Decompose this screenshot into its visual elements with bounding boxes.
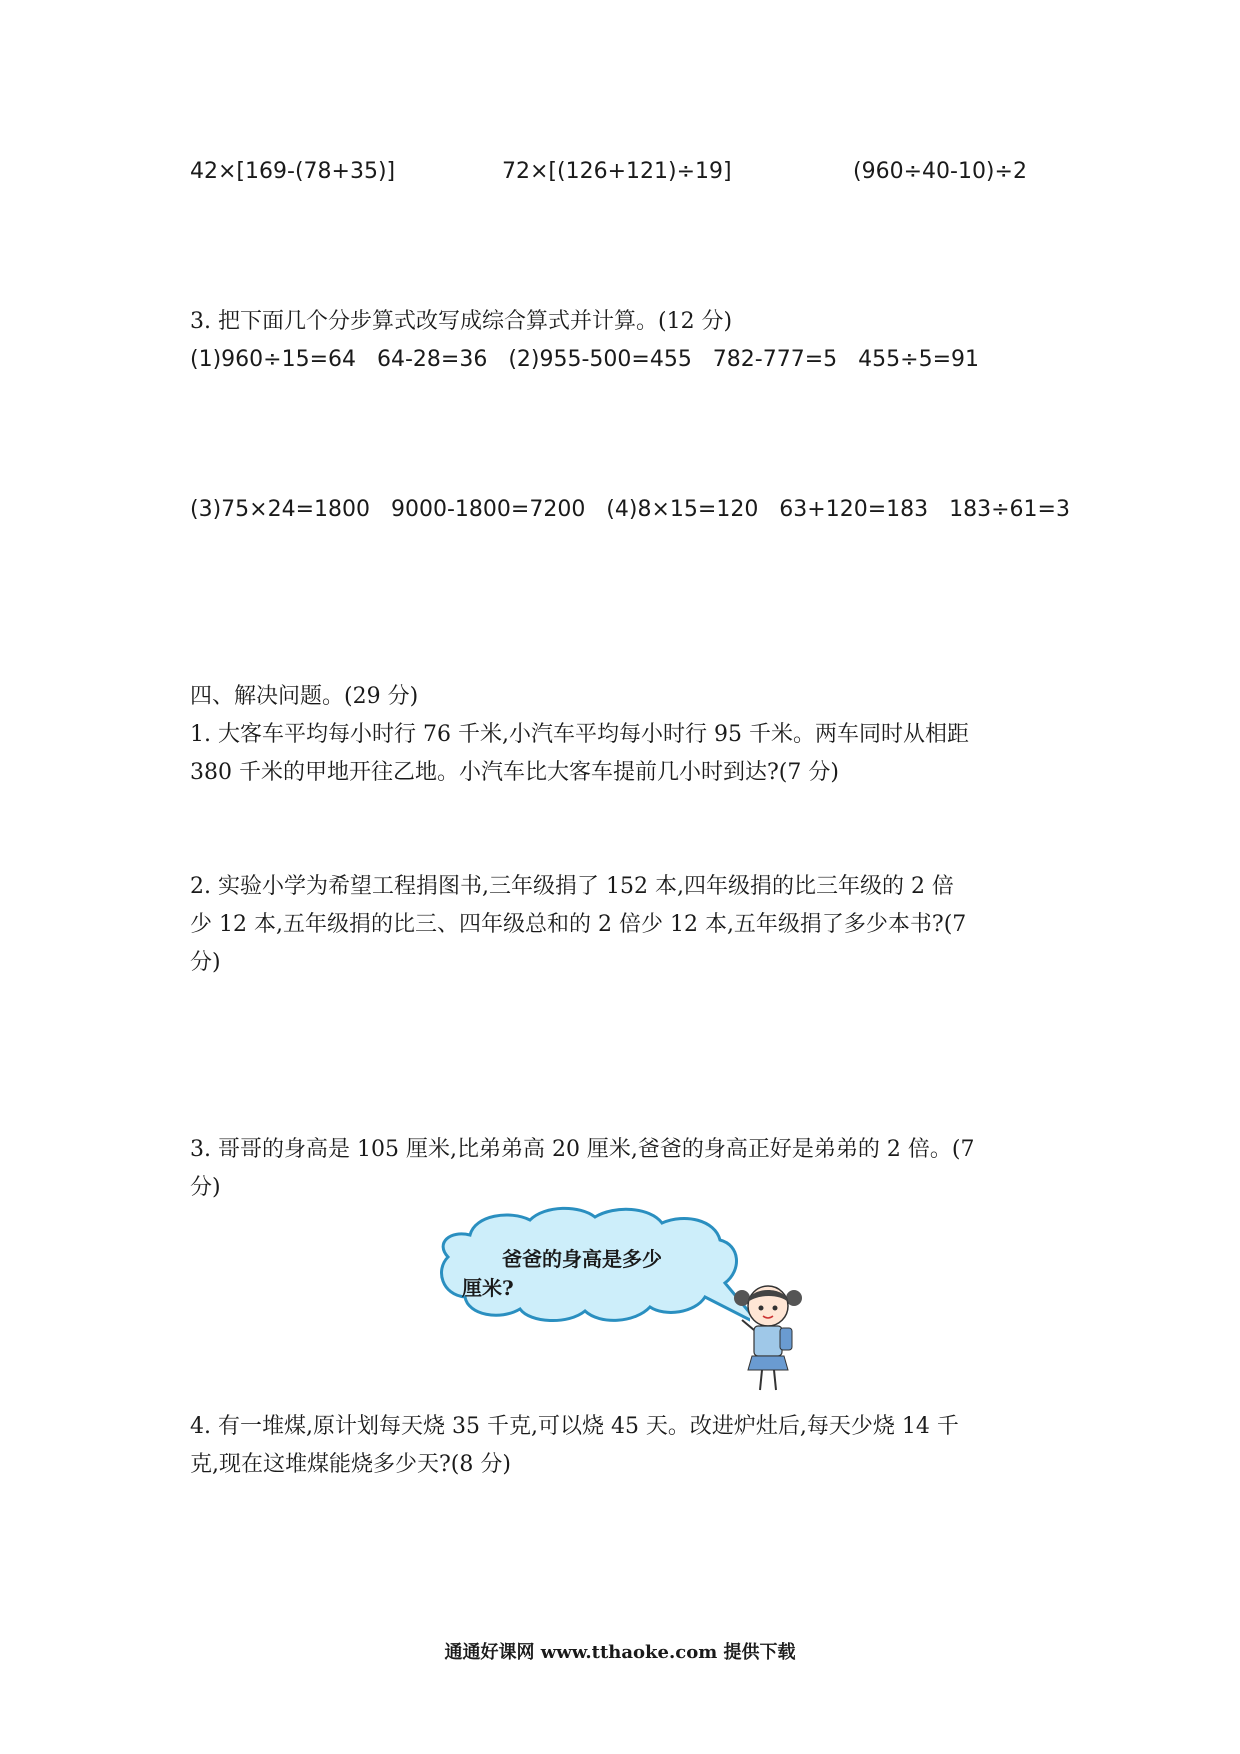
girl-illustration xyxy=(728,1278,808,1398)
expression-3: (960÷40-10)÷2 xyxy=(853,159,1027,184)
question-3-line-2: 分) xyxy=(190,1175,221,1200)
section3-title: 3. 把下面几个分步算式改写成综合算式并计算。(12 分) xyxy=(190,309,733,334)
bubble-text-line-2: 厘米? xyxy=(462,1276,514,1300)
expression-1: 42×[169-(78+35)] xyxy=(190,159,396,184)
question-1-line-2: 380 千米的甲地开往乙地。小汽车比大客车提前几小时到达?(7 分) xyxy=(190,760,839,785)
footer-credit: 通通好课网 www.tthaoke.com 提供下载 xyxy=(444,1642,796,1663)
question-2-line-3: 分) xyxy=(190,950,221,975)
section4-heading: 四、解决问题。(29 分) xyxy=(190,684,419,709)
bubble-text-line-1: 爸爸的身高是多少 xyxy=(502,1247,662,1271)
question-2-line-1: 2. 实验小学为希望工程捐图书,三年级捐了 152 本,四年级捐的比三年级的 2 倍 xyxy=(190,874,954,899)
question-4-line-2: 克,现在这堆煤能烧多少天?(8 分) xyxy=(190,1452,511,1477)
question-3-line-1: 3. 哥哥的身高是 105 厘米,比弟弟高 20 厘米,爸爸的身高正好是弟弟的 2 倍。(7 xyxy=(190,1137,975,1162)
question-4-line-1: 4. 有一堆煤,原计划每天烧 35 千克,可以烧 45 天。改进炉灶后,每天少烧 14 千 xyxy=(190,1414,959,1439)
expression-2: 72×[(126+121)÷19] xyxy=(502,159,732,184)
question-1-line-1: 1. 大客车平均每小时行 76 千米,小汽车平均每小时行 95 千米。两车同时从相距 xyxy=(190,722,969,747)
section3-line-1: (1)960÷15=64 64-28=36 (2)955-500=455 782-777=5 455÷5=91 xyxy=(190,347,979,372)
section3-line-2: (3)75×24=1800 9000-1800=7200 (4)8×15=120 63+120=183 183÷61=3 xyxy=(190,497,1070,522)
question-2-line-2: 少 12 本,五年级捐的比三、四年级总和的 2 倍少 12 本,五年级捐了多少本书?(7 xyxy=(190,912,967,937)
